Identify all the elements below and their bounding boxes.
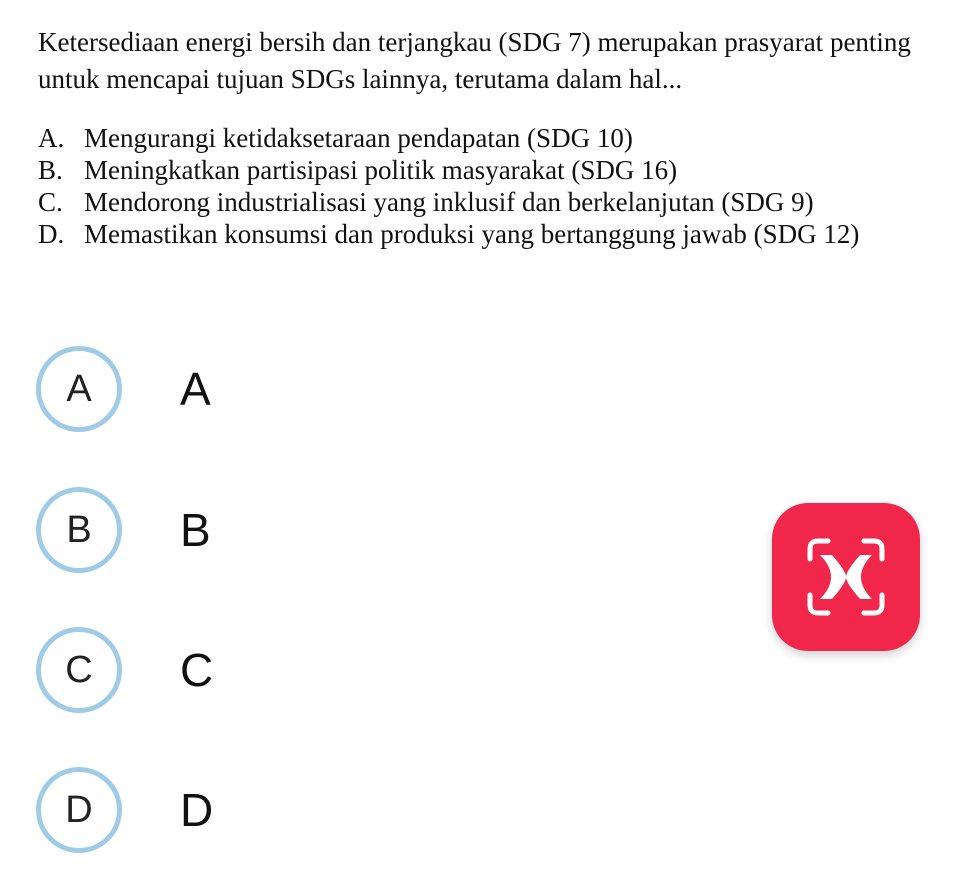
option-text: Meningkatkan partisipasi politik masyarakat (SDG 16) [84, 155, 678, 185]
option-text: Mengurangi ketidaksetaraan pendapatan (SDG 10) [84, 123, 633, 153]
answer-circle-d[interactable]: D [36, 767, 122, 853]
answer-label-b[interactable]: B [180, 504, 211, 556]
answer-label-c[interactable]: C [180, 644, 214, 696]
answer-label-a[interactable]: A [180, 363, 211, 415]
answer-circle-b[interactable]: B [36, 487, 122, 573]
answer-label-d[interactable]: D [180, 784, 214, 836]
option-text: Memastikan konsumsi dan produksi yang bertanggung jawab (SDG 12) [84, 219, 860, 249]
scan-x-logo-icon[interactable] [772, 503, 920, 651]
option-letter: A. [38, 123, 65, 153]
answer-choice-c[interactable] [36, 627, 213, 713]
option-letter: D. [38, 219, 65, 249]
answer-circle-c[interactable]: C [36, 627, 122, 713]
option-text: Mendorong industrialisasi yang inklusif dan berkelanjutan (SDG 9) [84, 187, 814, 217]
answer-choices [36, 0, 436, 872]
option-letter: C. [38, 187, 63, 217]
question-line-1: Ketersediaan energi bersih dan terjangkau (SDG 7) merupakan prasyarat penting [38, 27, 911, 57]
question-line-2: untuk mencapai tujuan SDGs lainnya, terutama dalam hal... [38, 64, 683, 94]
scan-x-logo-glyph [790, 521, 902, 633]
answer-choice-d[interactable] [36, 767, 213, 853]
answer-choice-b[interactable] [36, 487, 211, 573]
answer-choice-a[interactable] [36, 346, 211, 432]
option-letter: B. [38, 155, 63, 185]
answer-circle-a[interactable]: A [36, 346, 122, 432]
